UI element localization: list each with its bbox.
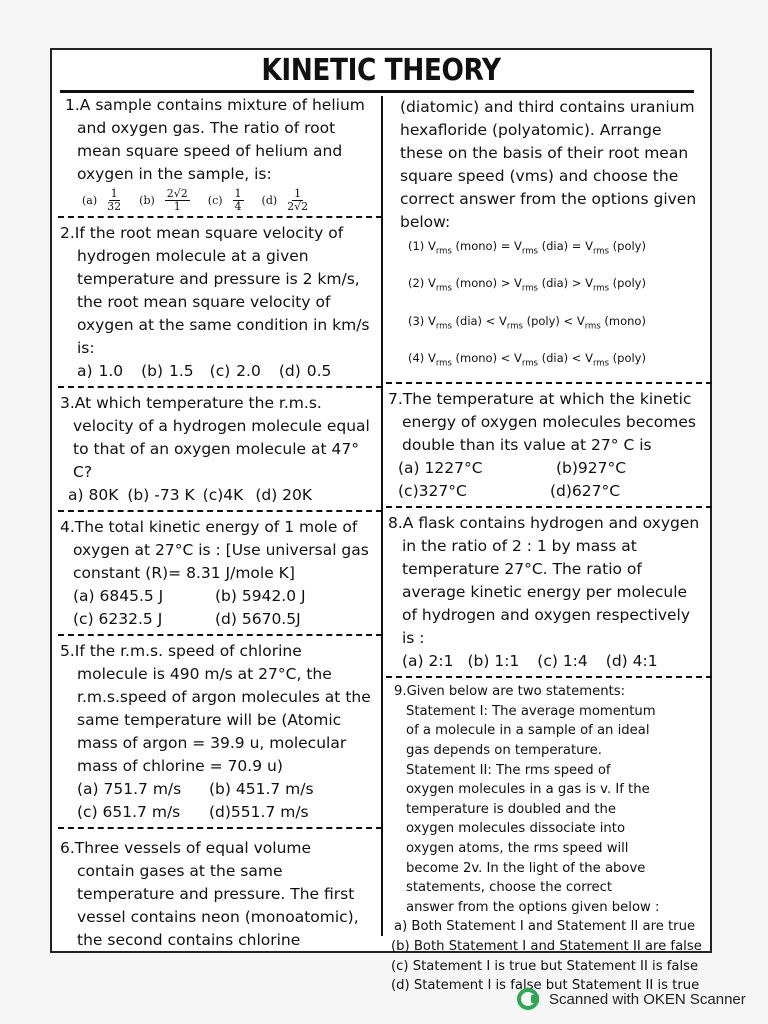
q3-option-d: (d) 20K	[255, 486, 313, 504]
q6-line-1: 6.Three vessels of equal volume	[60, 839, 312, 857]
column-divider	[381, 96, 383, 936]
q8-option-d: (d) 4:1	[605, 652, 658, 671]
q8-line-2: in the ratio of 2 : 1 by mass at	[402, 537, 637, 556]
q9-line-7: temperature is doubled and the	[406, 801, 616, 817]
q7-option-d: (d)627°C	[550, 482, 621, 501]
q9-line-1: 9.Given below are two statements:	[394, 684, 626, 700]
page-title: KINETIC THEORY	[261, 53, 501, 88]
q9-line-8: oxygen molecules dissociate into	[406, 821, 626, 837]
q1-line-1: 1.A sample contains mixture of helium	[65, 96, 365, 114]
question-6-part-1	[60, 837, 380, 952]
question-1	[60, 94, 380, 213]
q9-line-4: gas depends on temperature.	[406, 742, 602, 758]
q9-line-3: of a molecule in a sample of an ideal	[406, 723, 650, 739]
separator	[58, 510, 382, 512]
left-column	[60, 94, 380, 952]
q7-option-c: (c)327°C	[398, 482, 467, 501]
q2-option-c: (c) 2.0	[209, 362, 261, 380]
q3-option-a: a) 80K	[68, 486, 119, 504]
q8-option-a: (a) 2:1	[402, 652, 454, 671]
q8-line-6: is :	[402, 629, 425, 648]
q6-option-2: (2) $V_{rms}$ (mono) > $V_{rms}$ $(dia) > V_{rms}$ (poly)	[408, 276, 646, 294]
q1-option-c-label: (c)	[207, 194, 223, 207]
q2-line-4: the root mean square velocity of	[77, 293, 331, 311]
q5-line-3: r.m.s.speed of argon molecules at the	[77, 688, 371, 706]
q4-line-1: 4.The total kinetic energy of 1 mole of	[60, 518, 358, 536]
q8-option-c: (c) 1:4	[537, 652, 588, 671]
q6-line-7: hexafloride (polyatomic). Arrange	[400, 121, 662, 139]
q1-option-d: $\frac{1}{2√2}$	[287, 187, 309, 213]
separator	[386, 382, 712, 384]
q6-line-9: square speed (vms) and choose the	[400, 167, 679, 185]
q7-line-2: energy of oxygen molecules becomes	[402, 413, 696, 432]
q9-line-11: statements, choose the correct	[406, 880, 613, 896]
oken-logo-icon	[517, 988, 541, 1010]
q9-line-5: Statement II: The rms speed of	[406, 762, 611, 778]
q6-line-2: contain gases at the same	[77, 862, 283, 880]
question-9	[388, 682, 710, 996]
q5-options-row-1	[60, 778, 380, 801]
q2-line-1: 2.If the root mean square velocity of	[60, 224, 344, 242]
q8-line-1: 8.A flask contains hydrogen and oxygen	[388, 514, 700, 533]
q6-line-4: vessel contains neon (monoatomic),	[77, 908, 359, 926]
q9-line-2: Statement I: The average momentum	[406, 703, 656, 719]
q3-line-1: 3.At which temperature the r.m.s.	[60, 394, 322, 412]
q3-option-c: (c)4K	[202, 486, 244, 504]
q7-option-a: (a) 1227°C	[398, 459, 483, 478]
q1-option-b: $\frac{2√2}{1}$	[166, 187, 188, 213]
q6-line-3: temperature and pressure. The first	[77, 885, 355, 903]
q5-option-c: (c) 651.7 m/s	[77, 803, 181, 821]
q1-line-4: oxygen in the sample, is:	[77, 165, 272, 183]
q5-line-6: mass of chlorine = 70.9 u)	[77, 757, 283, 775]
q6-option-1: (1) $V_{rms}$ (mono) = $V_{rms}$ $(dia) = V_{rms}$ (poly)	[408, 239, 646, 257]
q4-options-row-2	[60, 608, 380, 631]
q1-option-d-label: (d)	[261, 194, 278, 207]
q8-line-3: temperature 27°C. The ratio of	[402, 560, 642, 579]
q6-line-5: the second contains chlorine	[77, 931, 301, 949]
q6-line-10: correct answer from the options given	[400, 190, 697, 208]
q1-option-a-label: (a)	[82, 194, 98, 207]
q5-option-b: (b) 451.7 m/s	[209, 780, 314, 798]
q2-line-3: temperature and pressure is 2 km/s,	[77, 270, 360, 288]
separator	[58, 827, 382, 829]
q4-option-b: (b) 5942.0 J	[215, 587, 306, 605]
q7-line-1: 7.The temperature at which the kinetic	[388, 390, 692, 409]
q9-option-d: (d) Statement I is false but Statement II is true	[391, 978, 700, 994]
question-3	[60, 392, 380, 507]
question-7	[388, 388, 710, 503]
q9-option-b: (b) Both Statement I and Statement II are false	[391, 938, 702, 954]
q5-option-a: (a) 751.7 m/s	[77, 780, 182, 798]
q1-option-a: $\frac{1}{32}$	[107, 187, 122, 213]
q3-line-2: velocity of a hydrogen molecule equal	[73, 417, 370, 435]
q1-line-2: and oxygen gas. The ratio of root	[77, 119, 336, 137]
q5-line-2: molecule is 490 m/s at 27°C, the	[77, 665, 332, 683]
question-5	[60, 640, 380, 824]
q4-options-row-1	[60, 585, 380, 608]
title-underline	[60, 90, 694, 93]
q6-line-8: these on the basis of their root mean	[400, 144, 689, 162]
q2-line-2: hydrogen molecule at a given	[77, 247, 309, 265]
q1-line-3: mean square speed of helium and	[77, 142, 343, 160]
q4-line-2: oxygen at 27°C is : [Use universal gas	[73, 541, 369, 559]
q8-line-5: of hydrogen and oxygen respectively	[402, 606, 691, 625]
q4-option-c: (c) 6232.5 J	[73, 610, 163, 628]
scanner-footer	[517, 988, 746, 1010]
q6-option-3: (3) $V_{rms}$ $(dia) < V_{rms}$ (poly) < $V_{rms}$ (mono)	[408, 313, 646, 331]
separator	[58, 386, 382, 388]
q9-line-6: oxygen molecules in a gas is v. If the	[406, 782, 650, 798]
q2-option-b: (b) 1.5	[141, 362, 194, 380]
q6-line-6: (diatomic) and third contains uranium	[400, 98, 695, 116]
q6-options	[400, 230, 710, 379]
q6-line-11: below:	[400, 213, 451, 231]
q4-option-a: (a) 6845.5 J	[73, 587, 164, 605]
q1-options	[62, 188, 380, 213]
q2-line-6: is:	[77, 339, 95, 357]
right-column	[388, 96, 710, 996]
q3-line-4: C?	[73, 463, 93, 481]
q6-option-4: (4) $V_{rms}$ (mono) < $V_{rms}$ $(dia) < V_{rms}$ (poly)	[408, 350, 646, 369]
q5-line-5: mass of argon = 39.9 u, molecular	[77, 734, 347, 752]
question-4	[60, 516, 380, 631]
q7-line-3: double than its value at 27° C is	[402, 436, 652, 455]
scanner-credit-text: Scanned with OKEN Scanner	[549, 990, 746, 1008]
q8-line-4: average kinetic energy per molecule	[402, 583, 688, 602]
q2-options	[60, 360, 380, 383]
q1-option-c: $\frac{1}{4}$	[234, 187, 242, 213]
q5-line-4: same temperature will be (Atomic	[77, 711, 342, 729]
question-6-part-2	[388, 96, 710, 379]
q7-options-row-2	[388, 480, 710, 503]
q9-line-9: oxygen atoms, the rms speed will	[406, 840, 629, 856]
q7-option-b: (b)927°C	[556, 459, 627, 478]
q7-options-row-1	[388, 457, 710, 480]
q5-option-d: (d)551.7 m/s	[209, 803, 309, 821]
question-2	[60, 222, 380, 383]
separator	[58, 634, 382, 636]
q2-option-d: (d) 0.5	[278, 362, 332, 380]
q4-option-d: (d) 5670.5J	[215, 610, 301, 628]
q9-line-10: become 2v. In the light of the above	[406, 860, 646, 876]
q4-line-3: constant (R)= 8.31 J/mole K]	[73, 564, 295, 582]
q2-option-a: a) 1.0	[77, 362, 124, 380]
separator	[386, 676, 712, 678]
q1-option-b-label: (b)	[139, 194, 155, 207]
separator	[386, 506, 712, 508]
q9-option-a: a) Both Statement I and Statement II are true	[394, 919, 696, 935]
worksheet	[50, 48, 712, 994]
q3-option-b: (b) -73 K	[127, 486, 195, 504]
q8-option-b: (b) 1:1	[467, 652, 520, 671]
q5-options-row-2	[60, 801, 380, 824]
q3-line-3: to that of an oxygen molecule at 47°	[73, 440, 360, 458]
q3-options	[60, 484, 380, 507]
q2-line-5: oxygen at the same condition in km/s	[77, 316, 370, 334]
question-8	[388, 512, 710, 673]
q9-option-c: (c) Statement I is true but Statement II is false	[391, 958, 699, 974]
q8-options	[388, 650, 710, 673]
q5-line-1: 5.If the r.m.s. speed of chlorine	[60, 642, 302, 660]
q9-line-12: answer from the options given below :	[406, 899, 660, 915]
separator	[58, 216, 382, 218]
